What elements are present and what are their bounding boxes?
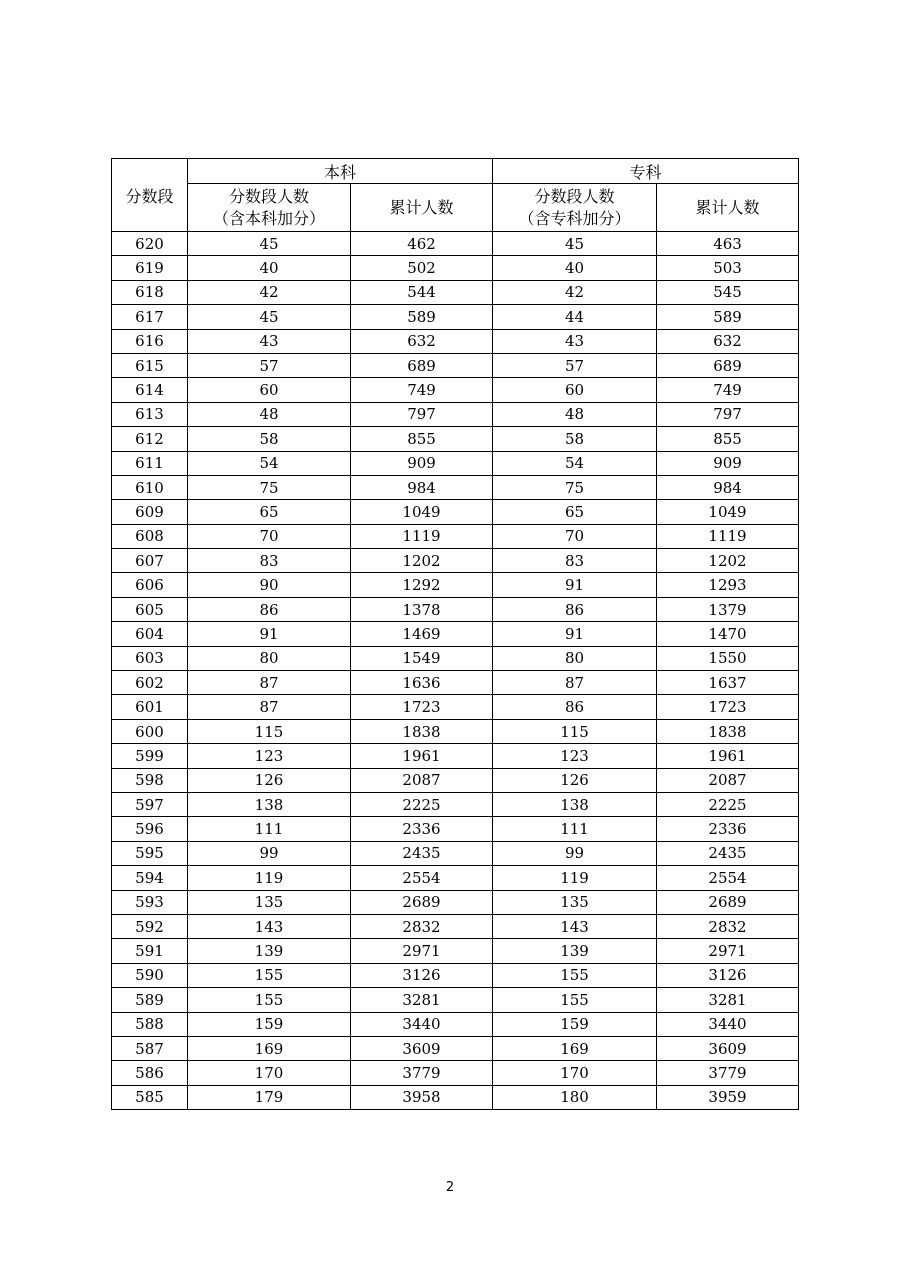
score-cell: 600 [112,719,188,743]
table-row [112,451,799,475]
score-segment-header: 分数段 [112,159,188,232]
score-cell: 620 [112,232,188,256]
vocational-cumulative-cell: 3440 [657,1012,799,1036]
undergrad-cumulative-cell: 3440 [351,1012,493,1036]
score-cell: 609 [112,500,188,524]
undergrad-count-cell: 45 [188,305,351,329]
table-row [112,890,799,914]
undergrad-cumulative-cell: 2832 [351,914,493,938]
vocational-cumulative-cell: 2832 [657,914,799,938]
vocational-count-cell: 44 [493,305,657,329]
vocational-count-header-line1: 分数段人数 [534,186,615,206]
table-row [112,719,799,743]
vocational-cumulative-cell: 2336 [657,817,799,841]
vocational-cumulative-cell: 2225 [657,792,799,816]
vocational-cumulative-cell: 545 [657,280,799,304]
undergrad-count-cell: 87 [188,671,351,695]
vocational-count-cell: 180 [493,1085,657,1109]
score-cell: 615 [112,353,188,377]
vocational-cumulative-cell: 984 [657,475,799,499]
vocational-cumulative-cell: 1293 [657,573,799,597]
vocational-cumulative-cell: 2971 [657,939,799,963]
undergrad-count-cell: 58 [188,427,351,451]
undergrad-count-cell: 86 [188,597,351,621]
score-cell: 593 [112,890,188,914]
undergrad-count-cell: 48 [188,402,351,426]
undergrad-cumulative-cell: 797 [351,402,493,426]
score-cell: 616 [112,329,188,353]
undergrad-cumulative-cell: 1549 [351,646,493,670]
vocational-cumulative-cell: 3609 [657,1036,799,1060]
vocational-count-cell: 43 [493,329,657,353]
undergrad-count-cell: 169 [188,1036,351,1060]
score-cell: 614 [112,378,188,402]
score-cell: 612 [112,427,188,451]
undergrad-cumulative-cell: 3281 [351,988,493,1012]
score-cell: 617 [112,305,188,329]
score-cell: 591 [112,939,188,963]
undergrad-cumulative-cell: 1723 [351,695,493,719]
vocational-cumulative-cell: 2435 [657,841,799,865]
vocational-count-cell: 155 [493,988,657,1012]
undergrad-cumulative-cell: 3609 [351,1036,493,1060]
vocational-cumulative-cell: 589 [657,305,799,329]
vocational-cumulative-cell: 1550 [657,646,799,670]
vocational-count-cell: 91 [493,573,657,597]
vocational-count-cell: 87 [493,671,657,695]
vocational-cumulative-cell: 3779 [657,1061,799,1085]
score-cell: 610 [112,475,188,499]
undergrad-count-cell: 75 [188,475,351,499]
undergrad-cumulative-cell: 2689 [351,890,493,914]
vocational-count-cell: 75 [493,475,657,499]
vocational-count-cell: 91 [493,622,657,646]
table-row [112,768,799,792]
undergrad-cumulative-cell: 3779 [351,1061,493,1085]
score-cell: 613 [112,402,188,426]
undergrad-count-cell: 115 [188,719,351,743]
table-row [112,988,799,1012]
table-row [112,329,799,353]
table-row [112,402,799,426]
vocational-count-cell: 159 [493,1012,657,1036]
undergrad-count-cell: 159 [188,1012,351,1036]
table-body [112,232,799,1110]
vocational-cumulative-cell: 3281 [657,988,799,1012]
vocational-cumulative-cell: 2554 [657,866,799,890]
table-row [112,256,799,280]
score-distribution-table [111,158,799,1110]
table-row [112,378,799,402]
undergrad-count-cell: 170 [188,1061,351,1085]
vocational-cumulative-cell: 797 [657,402,799,426]
vocational-count-cell: 155 [493,963,657,987]
vocational-cumulative-cell: 749 [657,378,799,402]
undergrad-cumulative-cell: 3126 [351,963,493,987]
undergrad-cumulative-cell: 589 [351,305,493,329]
score-cell: 605 [112,597,188,621]
header-row-top [112,159,799,184]
table-row [112,500,799,524]
table-row [112,939,799,963]
table-row [112,841,799,865]
undergrad-cumulative-cell: 632 [351,329,493,353]
table-row [112,305,799,329]
score-cell: 588 [112,1012,188,1036]
score-cell: 590 [112,963,188,987]
table-row [112,1036,799,1060]
vocational-count-cell: 169 [493,1036,657,1060]
undergrad-cumulative-cell: 462 [351,232,493,256]
undergrad-cumulative-cell: 2087 [351,768,493,792]
vocational-count-cell: 65 [493,500,657,524]
table-row [112,549,799,573]
undergrad-cumulative-cell: 984 [351,475,493,499]
vocational-count-header [493,184,657,232]
undergrad-cumulative-cell: 544 [351,280,493,304]
vocational-count-cell: 54 [493,451,657,475]
undergrad-cumulative-cell: 689 [351,353,493,377]
vocational-cumulative-cell: 1838 [657,719,799,743]
vocational-cumulative-cell: 632 [657,329,799,353]
vocational-cumulative-cell: 1637 [657,671,799,695]
undergrad-cumulative-cell: 2225 [351,792,493,816]
table-row [112,792,799,816]
vocational-count-cell: 111 [493,817,657,841]
vocational-cumulative-cell: 1961 [657,744,799,768]
undergrad-count-cell: 60 [188,378,351,402]
score-cell: 607 [112,549,188,573]
score-cell: 618 [112,280,188,304]
table-row [112,475,799,499]
vocational-count-cell: 42 [493,280,657,304]
undergrad-cumulative-cell: 855 [351,427,493,451]
undergrad-count-cell: 80 [188,646,351,670]
undergrad-count-cell: 143 [188,914,351,938]
vocational-count-cell: 126 [493,768,657,792]
vocational-cumulative-cell: 2689 [657,890,799,914]
vocational-count-cell: 60 [493,378,657,402]
undergrad-count-cell: 111 [188,817,351,841]
vocational-count-cell: 80 [493,646,657,670]
score-cell: 604 [112,622,188,646]
vocational-count-cell: 119 [493,866,657,890]
table-row [112,695,799,719]
table-row [112,427,799,451]
vocational-count-cell: 170 [493,1061,657,1085]
undergrad-count-cell: 65 [188,500,351,524]
score-cell: 601 [112,695,188,719]
vocational-cumulative-cell: 1202 [657,549,799,573]
score-cell: 598 [112,768,188,792]
vocational-count-cell: 138 [493,792,657,816]
undergrad-count-cell: 179 [188,1085,351,1109]
undergrad-count-cell: 138 [188,792,351,816]
score-cell: 592 [112,914,188,938]
page-number: 2 [445,1180,455,1195]
score-cell: 606 [112,573,188,597]
vocational-count-cell: 70 [493,524,657,548]
undergrad-count-cell: 135 [188,890,351,914]
vocational-count-cell: 135 [493,890,657,914]
table-row [112,1085,799,1109]
undergrad-cumulative-cell: 1378 [351,597,493,621]
undergrad-cumulative-cell: 3958 [351,1085,493,1109]
vocational-cumulative-cell: 3959 [657,1085,799,1109]
table-row [112,573,799,597]
score-cell: 597 [112,792,188,816]
undergrad-header: 本科 [188,159,493,184]
undergrad-cumulative-cell: 2554 [351,866,493,890]
vocational-count-cell: 40 [493,256,657,280]
score-cell: 587 [112,1036,188,1060]
table-row [112,232,799,256]
undergrad-cumulative-cell: 2336 [351,817,493,841]
score-cell: 594 [112,866,188,890]
vocational-cumulative-cell: 1049 [657,500,799,524]
vocational-cumulative-cell: 463 [657,232,799,256]
vocational-header: 专科 [493,159,799,184]
table-row [112,1012,799,1036]
undergrad-count-cell: 43 [188,329,351,353]
table-row [112,866,799,890]
undergrad-count-cell: 40 [188,256,351,280]
undergrad-cumulative-cell: 2435 [351,841,493,865]
undergrad-count-cell: 123 [188,744,351,768]
vocational-cumulative-cell: 1470 [657,622,799,646]
score-cell: 608 [112,524,188,548]
vocational-count-cell: 86 [493,695,657,719]
vocational-count-cell: 58 [493,427,657,451]
table-row [112,963,799,987]
header-row-sub [112,184,799,232]
table-row [112,1061,799,1085]
undergrad-count-cell: 70 [188,524,351,548]
score-cell: 596 [112,817,188,841]
table-row [112,671,799,695]
score-cell: 599 [112,744,188,768]
table-row [112,280,799,304]
score-cell: 611 [112,451,188,475]
table-row [112,646,799,670]
table-row [112,597,799,621]
score-cell: 595 [112,841,188,865]
vocational-cumulative-cell: 1119 [657,524,799,548]
vocational-count-cell: 86 [493,597,657,621]
undergrad-cumulative-cell: 1838 [351,719,493,743]
undergrad-cumulative-cell: 1469 [351,622,493,646]
undergrad-cumulative-cell: 1202 [351,549,493,573]
score-cell: 585 [112,1085,188,1109]
undergrad-count-cell: 155 [188,988,351,1012]
undergrad-count-cell: 57 [188,353,351,377]
table-row [112,622,799,646]
table-row [112,744,799,768]
vocational-count-cell: 115 [493,719,657,743]
undergrad-cumulative-cell: 1292 [351,573,493,597]
undergrad-count-cell: 99 [188,841,351,865]
vocational-cumulative-cell: 1379 [657,597,799,621]
vocational-cumulative-cell: 3126 [657,963,799,987]
table-row [112,524,799,548]
undergrad-count-cell: 139 [188,939,351,963]
vocational-cumulative-header: 累计人数 [657,184,799,232]
vocational-count-cell: 57 [493,353,657,377]
undergrad-cumulative-cell: 1961 [351,744,493,768]
undergrad-cumulative-cell: 909 [351,451,493,475]
table-row [112,353,799,377]
vocational-count-cell: 99 [493,841,657,865]
undergrad-count-cell: 155 [188,963,351,987]
undergrad-count-header-line1: 分数段人数 [228,186,309,206]
score-cell: 603 [112,646,188,670]
undergrad-cumulative-cell: 1636 [351,671,493,695]
table-row [112,817,799,841]
undergrad-cumulative-cell: 1119 [351,524,493,548]
undergrad-count-cell: 119 [188,866,351,890]
vocational-cumulative-cell: 2087 [657,768,799,792]
vocational-cumulative-cell: 689 [657,353,799,377]
undergrad-cumulative-cell: 749 [351,378,493,402]
vocational-cumulative-cell: 1723 [657,695,799,719]
table-row [112,914,799,938]
undergrad-count-cell: 91 [188,622,351,646]
vocational-count-header-line2: （含专科加分） [518,208,631,228]
undergrad-count-cell: 126 [188,768,351,792]
score-cell: 602 [112,671,188,695]
undergrad-count-cell: 54 [188,451,351,475]
undergrad-count-cell: 90 [188,573,351,597]
undergrad-cumulative-cell: 1049 [351,500,493,524]
vocational-count-cell: 48 [493,402,657,426]
vocational-cumulative-cell: 503 [657,256,799,280]
vocational-count-cell: 123 [493,744,657,768]
vocational-cumulative-cell: 909 [657,451,799,475]
score-cell: 589 [112,988,188,1012]
score-cell: 586 [112,1061,188,1085]
vocational-count-cell: 83 [493,549,657,573]
vocational-count-cell: 139 [493,939,657,963]
undergrad-count-cell: 87 [188,695,351,719]
undergrad-count-cell: 83 [188,549,351,573]
vocational-count-cell: 45 [493,232,657,256]
undergrad-count-header-line2: （含本科加分） [212,208,325,228]
score-cell: 619 [112,256,188,280]
undergrad-cumulative-cell: 2971 [351,939,493,963]
undergrad-count-header [188,184,351,232]
vocational-count-cell: 143 [493,914,657,938]
undergrad-cumulative-header: 累计人数 [351,184,493,232]
vocational-cumulative-cell: 855 [657,427,799,451]
undergrad-cumulative-cell: 502 [351,256,493,280]
undergrad-count-cell: 42 [188,280,351,304]
undergrad-count-cell: 45 [188,232,351,256]
